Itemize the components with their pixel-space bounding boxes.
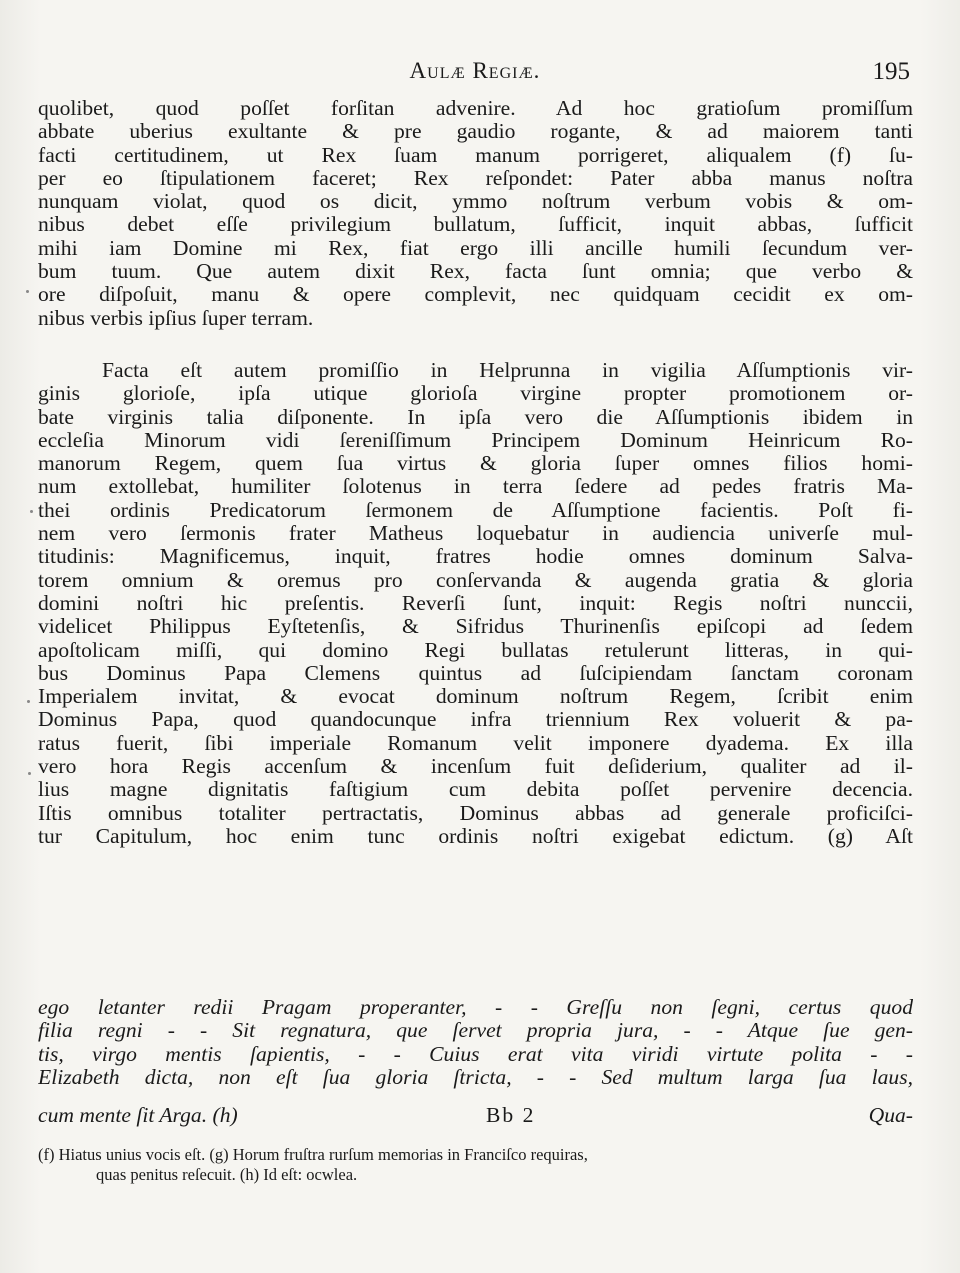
text-line: bus Dominus Papa Clemens quintus ad ſuſcipiendam ſanctam coronam: [38, 660, 913, 685]
verse-line: filia regni - - Sit regnatura, que ſervet propria jura, - - Atque ſue gen-: [38, 1019, 913, 1043]
text-line: eccleſia Minorum vidi ſereniſſimum Principem Dominum Heinricum Ro-: [38, 427, 913, 452]
text-line: domini noſtri hic preſentis. Reverſi ſunt, inquit: Regis noſtri nunccii,: [38, 590, 913, 615]
text-line: Dominus Papa, quod quandocunque infra triennium Rex voluerit & pa-: [38, 707, 913, 732]
verse-last-line: cum mente ſit Arga. (h): [38, 1103, 238, 1127]
margin-speck: [30, 510, 33, 513]
text-line: videlicet Philippus Eyſtetenſis, & Sifridus Thurinenſis epiſcopi ad ſedem: [38, 614, 913, 639]
text-line: per eo ſtipulationem faceret; Rex reſpondet: Pater abba manus noſtra: [38, 165, 913, 190]
verse-line: tis, virgo mentis ſapientis, - - Cuius erat vita viridi virtute polita - -: [38, 1042, 913, 1066]
verse-passage: [38, 996, 913, 1089]
text-line: facti certitudinem, ut Rex ſuam manum porrigeret, aliqualem (f) ſu-: [38, 142, 913, 167]
signature-mark: Bb 2: [486, 1103, 536, 1127]
text-line: torem omnium & oremus pro conſervanda & augenda gratia & gloria: [38, 567, 913, 592]
text-line: vero hora Regis accenſum & incenſum fuit deſiderium, qualiter ad il-: [38, 754, 913, 779]
margin-speck: [28, 772, 31, 775]
footnote-line: (f) Hiatus unius vocis eſt. (g) Horum fruſtra rurſum memorias in Franciſco requiras,: [38, 1145, 588, 1164]
text-line: ginis glorioſe, ipſa utique glorioſa virgine propter promotionem or-: [38, 381, 913, 406]
text-line: nem vero ſermonis frater Matheus loquebatur in audiencia univerſe mul-: [38, 521, 913, 546]
text-line: abbate uberius exultante & pre gaudio rogante, & ad maiorem tanti: [38, 119, 913, 144]
text-line: manorum Regem, quem ſua virtus & gloria ſuper omnes filios homi-: [38, 451, 913, 476]
text-line: ore diſpoſuit, manu & opere complevit, nec quidquam cecidit ex om-: [38, 282, 913, 307]
page-header: [40, 58, 910, 94]
text-line: ratus fuerit, ſibi imperiale Romanum velit imponere dyadema. Ex illa: [38, 730, 913, 755]
text-line: thei ordinis Predicatorum ſermonem de Aſſumptione facientis. Poſt fi-: [38, 497, 913, 522]
catchword: Qua-: [868, 1103, 913, 1127]
text-line: Iſtis omnibus totaliter pertractatis, Dominus abbas ad generale proficiſci-: [38, 800, 913, 825]
text-line: nibus debet eſſe privilegium bullatum, ſufficit, inquit abbas, ſufficit: [38, 212, 913, 237]
text-line: Facta eſt autem promiſſio in Helprunna in vigilia Aſſumptionis vir-: [102, 357, 913, 382]
main-text: [38, 97, 913, 848]
text-line: lius magne dignitatis faſtigium cum debita poſſet pervenire decencia.: [38, 777, 913, 802]
verse-line: Elizabeth dicta, non eſt ſua gloria ſtricta, - - Sed multum larga ſua laus,: [38, 1065, 913, 1089]
signature-line: [38, 1103, 913, 1129]
text-line: titudinis: Magnificemus, inquit, fratres hodie omnes dominum Salva-: [38, 544, 913, 569]
text-line: mihi iam Domine mi Rex, fiat ergo illi ancille humili ſecundum ver-: [38, 235, 913, 260]
text-line: apoſtolicam miſſi, qui domino Regi bullatas retulerunt litteras, in qui-: [38, 637, 913, 662]
verse-line: ego letanter redii Pragam properanter, - - Greſſu non ſegni, certus quod: [38, 996, 913, 1019]
text-line: tur Capitulum, hoc enim tunc ordinis noſtri exigebat edictum. (g) Aſt: [38, 823, 913, 848]
page-number: 195: [872, 58, 910, 85]
running-head: Aulæ Regiæ.: [409, 58, 541, 83]
text-line: bum tuum. Que autem dixit Rex, facta ſunt omnia; que verbo &: [38, 259, 913, 284]
text-line: Imperialem invitat, & evocat dominum noſtrum Regem, ſcribit enim: [38, 684, 913, 709]
paragraph-gap: [38, 330, 913, 359]
margin-speck: [27, 700, 30, 703]
text-line: quolibet, quod poſſet forſitan advenire. Ad hoc gratioſum promiſſum: [38, 96, 913, 120]
text-line: nibus verbis ipſius ſuper terram.: [38, 305, 314, 330]
footnotes: [38, 1145, 913, 1185]
text-line: num extollebat, humiliter ſolotenus in terra ſedere ad pedes fratris Ma-: [38, 474, 913, 499]
footnote-line: quas penitus reſecuit. (h) Id eſt: ocwlea.: [96, 1165, 358, 1184]
margin-speck: [26, 290, 29, 293]
text-line: nunquam violat, quod os dicit, ymmo noſtrum verbum vobis & om-: [38, 189, 913, 214]
text-line: bate virginis talia diſponente. In ipſa vero die Aſſumptionis ibidem in: [38, 404, 913, 429]
